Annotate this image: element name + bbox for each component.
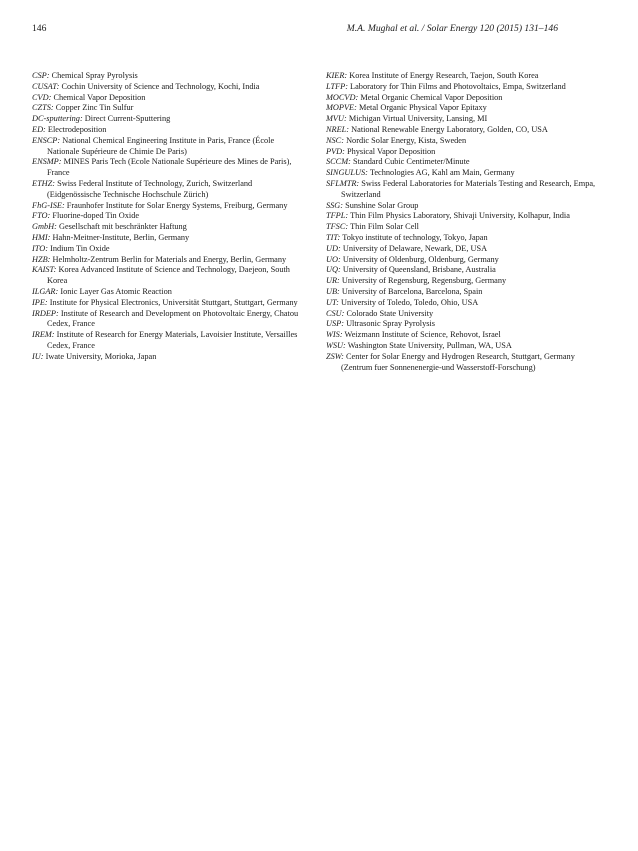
abbreviation-definition: Weizmann Institute of Science, Rehovot, Israel <box>344 330 501 340</box>
abbreviation-term: IPE: <box>32 297 48 307</box>
abbreviation-term: GmbH: <box>32 222 57 232</box>
abbreviation-entry <box>326 352 606 374</box>
abbreviation-term: LTFP: <box>326 81 348 91</box>
abbreviation-entry <box>326 319 606 330</box>
abbreviation-entry <box>32 352 307 363</box>
abbreviation-entry <box>32 71 307 82</box>
abbreviation-term: UR: <box>326 276 340 286</box>
abbreviation-term: USP: <box>326 319 344 329</box>
abbreviation-term: ILGAR: <box>32 286 59 296</box>
abbreviation-term: PVD: <box>326 146 345 156</box>
abbreviation-entry <box>32 82 307 93</box>
abbreviation-term: ETHZ: <box>32 178 56 188</box>
abbreviation-definition: University of Toledo, Toledo, Ohio, USA <box>341 297 479 307</box>
abbreviation-entry <box>326 233 606 244</box>
abbreviation-definition: National Renewable Energy Laboratory, Golden, CO, USA <box>351 124 548 134</box>
abbreviation-entry <box>326 168 606 179</box>
abbreviation-definition: National Chemical Engineering Institute in Paris, France (École Nationale Supérieure de Chimie De Paris) <box>47 135 275 156</box>
abbreviations-right-column <box>326 71 606 373</box>
abbreviation-entry <box>326 201 606 212</box>
abbreviation-term: FhG-ISE: <box>32 200 65 210</box>
abbreviation-entry <box>326 179 606 201</box>
abbreviation-definition: Direct Current-Sputtering <box>84 114 171 124</box>
abbreviation-definition: Thin Film Physics Laboratory, Shivaji University, Kolhapur, India <box>350 211 570 221</box>
running-head: M.A. Mughal et al. / Solar Energy 120 (2015) 131–146 <box>346 23 558 34</box>
abbreviation-definition: Physical Vapor Deposition <box>346 146 436 156</box>
abbreviation-term: CVD: <box>32 92 52 102</box>
abbreviation-term: UO: <box>326 254 341 264</box>
abbreviation-entry <box>32 179 307 201</box>
abbreviation-definition: University of Regensburg, Regensburg, Germany <box>341 276 507 286</box>
abbreviation-entry <box>32 309 307 331</box>
abbreviation-entry <box>326 298 606 309</box>
abbreviation-term: ITO: <box>32 243 48 253</box>
abbreviation-entry <box>32 265 307 287</box>
abbreviation-definition: Metal Organic Physical Vapor Epitaxy <box>358 103 487 113</box>
abbreviation-term: UD: <box>326 243 341 253</box>
abbreviation-entry <box>326 255 606 266</box>
abbreviation-term: TIT: <box>326 232 341 242</box>
abbreviation-entry <box>326 309 606 320</box>
abbreviation-entry <box>326 147 606 158</box>
abbreviation-term: SFLMTR: <box>326 178 360 188</box>
abbreviation-term: DC-sputtering: <box>32 114 83 124</box>
abbreviation-definition: Sunshine Solar Group <box>345 200 419 210</box>
abbreviation-entry <box>32 157 307 179</box>
abbreviation-entry <box>326 287 606 298</box>
abbreviation-entry <box>32 298 307 309</box>
abbreviation-term: IREM: <box>32 330 55 340</box>
abbreviation-term: IRDEP: <box>32 308 59 318</box>
abbreviation-term: TFPL: <box>326 211 349 221</box>
abbreviation-term: NSC: <box>326 135 344 145</box>
abbreviation-entry <box>32 136 307 158</box>
abbreviation-definition: Korea Advanced Institute of Science and Technology, Daejeon, South Korea <box>47 265 290 286</box>
abbreviation-term: CSP: <box>32 71 50 80</box>
abbreviation-term: UB: <box>326 286 340 296</box>
abbreviation-term: UQ: <box>326 265 341 275</box>
abbreviation-definition: Fluorine-doped Tin Oxide <box>52 211 140 221</box>
abbreviation-entry <box>32 222 307 233</box>
abbreviation-definition: Swiss Federal Laboratories for Materials Testing and Research, Empa, Switzerland <box>341 178 596 199</box>
abbreviation-definition: Ionic Layer Gas Atomic Reaction <box>60 286 172 296</box>
abbreviation-entry <box>32 233 307 244</box>
abbreviation-term: WIS: <box>326 330 343 340</box>
abbreviation-entry <box>326 136 606 147</box>
abbreviation-definition: Indium Tin Oxide <box>50 243 110 253</box>
abbreviation-entry <box>32 114 307 125</box>
abbreviation-term: IU: <box>32 351 44 361</box>
abbreviation-definition: Washington State University, Pullman, WA, USA <box>347 340 512 350</box>
abbreviation-entry <box>326 341 606 352</box>
abbreviation-term: MOPVE: <box>326 103 357 113</box>
abbreviation-definition: Copper Zinc Tin Sulfur <box>55 103 134 113</box>
abbreviation-entry <box>32 287 307 298</box>
abbreviation-term: ZSW: <box>326 351 344 361</box>
abbreviation-term: WSU: <box>326 340 346 350</box>
abbreviation-entry <box>326 330 606 341</box>
abbreviation-definition: University of Barcelona, Barcelona, Spain <box>341 286 483 296</box>
abbreviation-definition: Swiss Federal Institute of Technology, Zurich, Switzerland (Eidgenössische Technische Hochschule Zürich) <box>47 178 253 199</box>
abbreviation-definition: University of Oldenburg, Oldenburg, Germany <box>342 254 499 264</box>
page-header <box>32 22 606 36</box>
abbreviation-definition: Nordic Solar Energy, Kista, Sweden <box>346 135 467 145</box>
abbreviation-term: ED: <box>32 124 46 134</box>
abbreviation-definition: University of Queensland, Brisbane, Australia <box>342 265 496 275</box>
abbreviations-left-column <box>32 71 307 363</box>
abbreviation-entry <box>326 211 606 222</box>
abbreviation-entry <box>32 93 307 104</box>
abbreviation-definition: MINES Paris Tech (Ecole Nationale Supérieure des Mines de Paris), France <box>47 157 292 178</box>
abbreviation-definition: Fraunhofer Institute for Solar Energy Systems, Freiburg, Germany <box>66 200 288 210</box>
abbreviation-term: FTO: <box>32 211 51 221</box>
abbreviation-definition: Technologies AG, Kahl am Main, Germany <box>369 168 515 178</box>
abbreviation-term: SSG: <box>326 200 344 210</box>
abbreviation-entry <box>32 201 307 212</box>
abbreviation-entry <box>326 103 606 114</box>
abbreviation-entry <box>32 255 307 266</box>
abbreviation-definition: Colorado State University <box>346 308 434 318</box>
abbreviation-definition: Helmholtz-Zentrum Berlin for Materials and Energy, Berlin, Germany <box>52 254 287 264</box>
abbreviation-definition: Metal Organic Chemical Vapor Deposition <box>360 92 503 102</box>
abbreviation-term: MOCVD: <box>326 92 359 102</box>
abbreviation-entry <box>32 125 307 136</box>
abbreviation-definition: Institute of Research for Energy Materials, Lavoisier Institute, Versailles Cedex, France <box>47 330 298 350</box>
abbreviation-term: SINGULUS: <box>326 168 368 178</box>
abbreviation-entry <box>326 93 606 104</box>
abbreviation-term: ENSCP: <box>32 135 61 145</box>
abbreviation-term: TFSC: <box>326 222 349 232</box>
abbreviation-term: KAIST: <box>32 265 57 275</box>
abbreviation-entry <box>326 222 606 233</box>
abbreviation-definition: Thin Film Solar Cell <box>350 222 419 232</box>
abbreviation-entry <box>326 157 606 168</box>
abbreviation-definition: Hahn-Meitner-Institute, Berlin, Germany <box>52 232 190 242</box>
abbreviation-entry <box>326 125 606 136</box>
abbreviation-definition: Electrodeposition <box>47 124 107 134</box>
abbreviation-definition: Gesellschaft mit beschränkter Haftung <box>58 222 187 232</box>
abbreviation-entry <box>326 265 606 276</box>
abbreviation-definition: Cochin University of Science and Technology, Kochi, India <box>61 81 260 91</box>
abbreviation-definition: Center for Solar Energy and Hydrogen Research, Stuttgart, Germany (Zentrum fuer Sonnenenergie-und Wasserstoff-Forschung) <box>341 351 575 372</box>
abbreviation-definition: Iwate University, Morioka, Japan <box>45 351 157 361</box>
abbreviation-entry <box>326 244 606 255</box>
abbreviation-definition: Institute for Physical Electronics, Universität Stuttgart, Stuttgart, Germany <box>49 297 298 307</box>
abbreviation-definition: University of Delaware, Newark, DE, USA <box>342 243 488 253</box>
abbreviation-definition: Korea Institute of Energy Research, Taejon, South Korea <box>349 71 539 80</box>
abbreviation-entry <box>32 103 307 114</box>
abbreviation-term: KIER: <box>326 71 348 80</box>
abbreviation-entry <box>326 71 606 82</box>
abbreviation-term: CUSAT: <box>32 81 60 91</box>
abbreviation-term: ENSMP: <box>32 157 62 167</box>
abbreviation-entry <box>326 276 606 287</box>
abbreviation-term: SCCM: <box>326 157 351 167</box>
abbreviation-definition: Standard Cubic Centimeter/Minute <box>352 157 470 167</box>
abbreviation-term: UT: <box>326 297 339 307</box>
abbreviation-definition: Chemical Vapor Deposition <box>53 92 146 102</box>
page-number: 146 <box>32 23 47 34</box>
abbreviation-entry <box>32 211 307 222</box>
abbreviation-definition: Institute of Research and Development on Photovoltaic Energy, Chatou Cedex, France <box>47 308 299 329</box>
abbreviation-term: MVU: <box>326 114 347 124</box>
abbreviation-term: HMI: <box>32 232 51 242</box>
abbreviation-term: CSU: <box>326 308 345 318</box>
abbreviation-definition: Tokyo institute of technology, Tokyo, Japan <box>342 232 488 242</box>
abbreviation-term: NREL: <box>326 124 350 134</box>
abbreviation-term: HZB: <box>32 254 51 264</box>
abbreviation-entry <box>326 82 606 93</box>
abbreviation-definition: Chemical Spray Pyrolysis <box>51 71 138 80</box>
abbreviation-definition: Michigan Virtual University, Lansing, MI <box>348 114 488 124</box>
abbreviation-term: CZTS: <box>32 103 54 113</box>
abbreviation-definition: Ultrasonic Spray Pyrolysis <box>346 319 436 329</box>
abbreviation-entry <box>326 114 606 125</box>
abbreviation-entry <box>32 330 307 352</box>
abbreviation-definition: Laboratory for Thin Films and Photovoltaics, Empa, Switzerland <box>350 81 566 91</box>
abbreviation-entry <box>32 244 307 255</box>
